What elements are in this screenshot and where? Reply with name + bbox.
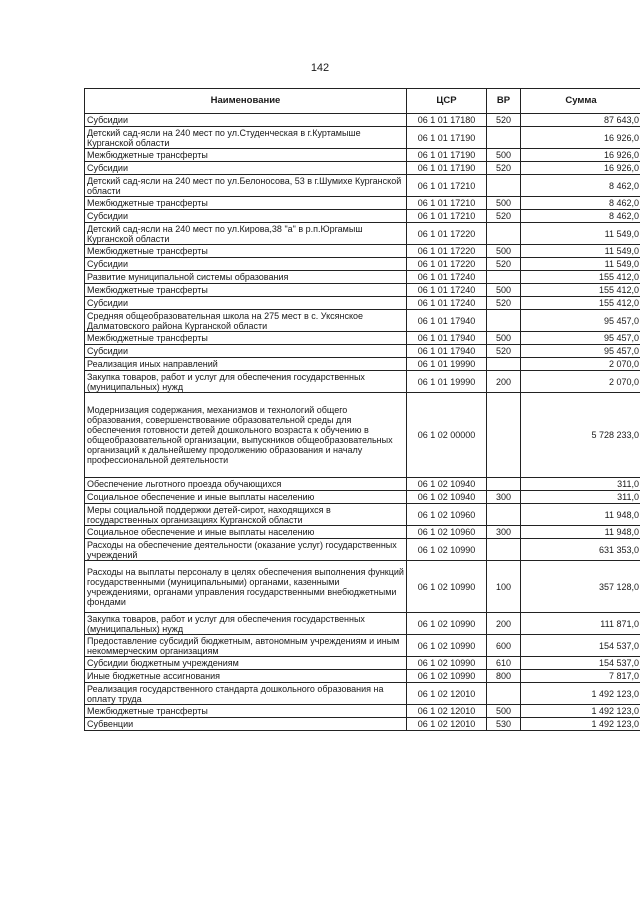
cell-vr: 520 — [487, 297, 521, 310]
cell-sum: 8 462,0 — [521, 175, 640, 197]
cell-name: Закупка товаров, работ и услуг для обеспечения государственных (муниципальных) нужд — [85, 613, 407, 635]
cell-vr — [487, 223, 521, 245]
cell-sum: 11 549,0 — [521, 223, 640, 245]
cell-csr: 06 1 01 17220 — [407, 223, 487, 245]
cell-vr — [487, 271, 521, 284]
cell-name: Закупка товаров, работ и услуг для обеспечения государственных (муниципальных) нужд — [85, 371, 407, 393]
table-row — [85, 258, 640, 271]
cell-name: Социальное обеспечение и иные выплаты населению — [85, 526, 407, 539]
cell-sum: 154 537,0 — [521, 635, 640, 657]
cell-sum: 16 926,0 — [521, 127, 640, 149]
cell-name: Межбюджетные трансферты — [85, 284, 407, 297]
cell-vr: 500 — [487, 245, 521, 258]
cell-name: Меры социальной поддержки детей-сирот, находящихся в государственных организациях Курганской области — [85, 504, 407, 526]
cell-name: Субсидии — [85, 297, 407, 310]
cell-name: Субсидии бюджетным учреждениям — [85, 657, 407, 670]
table-row — [85, 539, 640, 561]
cell-csr: 06 1 02 10990 — [407, 670, 487, 683]
cell-name: Обеспечение льготного проезда обучающихся — [85, 478, 407, 491]
cell-name: Межбюджетные трансферты — [85, 245, 407, 258]
table-row — [85, 393, 640, 478]
cell-csr: 06 1 02 10990 — [407, 635, 487, 657]
cell-sum: 95 457,0 — [521, 345, 640, 358]
cell-csr: 06 1 02 12010 — [407, 683, 487, 705]
cell-sum: 155 412,0 — [521, 284, 640, 297]
cell-csr: 06 1 01 17210 — [407, 197, 487, 210]
cell-csr: 06 1 01 17210 — [407, 175, 487, 197]
cell-vr: 500 — [487, 332, 521, 345]
table-row — [85, 657, 640, 670]
cell-sum: 2 070,0 — [521, 371, 640, 393]
cell-csr: 06 1 02 00000 — [407, 393, 487, 478]
cell-vr — [487, 310, 521, 332]
table-header-row — [85, 89, 640, 114]
table-row — [85, 245, 640, 258]
cell-sum: 95 457,0 — [521, 332, 640, 345]
cell-csr: 06 1 01 19990 — [407, 358, 487, 371]
table-row — [85, 371, 640, 393]
cell-name: Субсидии — [85, 210, 407, 223]
table-row — [85, 526, 640, 539]
cell-sum: 154 537,0 — [521, 657, 640, 670]
table-row — [85, 332, 640, 345]
table-row — [85, 504, 640, 526]
cell-csr: 06 1 01 19990 — [407, 371, 487, 393]
cell-vr: 300 — [487, 526, 521, 539]
cell-name: Детский сад-ясли на 240 мест по ул.Белоносова, 53 в г.Шумихе Курганской области — [85, 175, 407, 197]
cell-name: Субсидии — [85, 162, 407, 175]
cell-vr: 520 — [487, 162, 521, 175]
cell-vr — [487, 504, 521, 526]
table-row — [85, 223, 640, 245]
cell-name: Межбюджетные трансферты — [85, 705, 407, 718]
cell-vr — [487, 175, 521, 197]
cell-sum: 11 948,0 — [521, 526, 640, 539]
cell-vr — [487, 127, 521, 149]
column-header-vr: ВР — [487, 89, 521, 114]
cell-sum: 87 643,0 — [521, 114, 640, 127]
table-row — [85, 491, 640, 504]
cell-csr: 06 1 02 10960 — [407, 526, 487, 539]
table-row — [85, 114, 640, 127]
cell-csr: 06 1 02 10990 — [407, 613, 487, 635]
cell-sum: 11 549,0 — [521, 258, 640, 271]
cell-name: Иные бюджетные ассигнования — [85, 670, 407, 683]
cell-csr: 06 1 01 17190 — [407, 162, 487, 175]
cell-sum: 16 926,0 — [521, 149, 640, 162]
table-row — [85, 271, 640, 284]
cell-name: Субсидии — [85, 258, 407, 271]
cell-csr: 06 1 01 17240 — [407, 297, 487, 310]
cell-vr: 500 — [487, 705, 521, 718]
cell-sum: 357 128,0 — [521, 561, 640, 613]
cell-vr: 600 — [487, 635, 521, 657]
cell-sum: 95 457,0 — [521, 310, 640, 332]
cell-sum: 155 412,0 — [521, 297, 640, 310]
cell-csr: 06 1 01 17190 — [407, 149, 487, 162]
cell-sum: 8 462,0 — [521, 197, 640, 210]
cell-vr — [487, 683, 521, 705]
cell-name: Расходы на обеспечение деятельности (оказание услуг) государственных учреждений — [85, 539, 407, 561]
cell-sum: 11 549,0 — [521, 245, 640, 258]
cell-sum: 111 871,0 — [521, 613, 640, 635]
cell-vr — [487, 358, 521, 371]
table-row — [85, 127, 640, 149]
cell-vr: 200 — [487, 613, 521, 635]
cell-name: Социальное обеспечение и иные выплаты населению — [85, 491, 407, 504]
cell-csr: 06 1 01 17240 — [407, 284, 487, 297]
cell-csr: 06 1 01 17940 — [407, 345, 487, 358]
cell-sum: 16 926,0 — [521, 162, 640, 175]
cell-csr: 06 1 01 17240 — [407, 271, 487, 284]
table-row — [85, 297, 640, 310]
table-row — [85, 284, 640, 297]
page-number: 142 — [310, 62, 330, 74]
column-header-name: Наименование — [85, 89, 407, 114]
cell-csr: 06 1 02 10960 — [407, 504, 487, 526]
cell-vr: 200 — [487, 371, 521, 393]
table-body — [85, 114, 640, 731]
cell-csr: 06 1 02 12010 — [407, 718, 487, 731]
table-row — [85, 358, 640, 371]
table-row — [85, 718, 640, 731]
cell-sum: 1 492 123,0 — [521, 718, 640, 731]
table-row — [85, 670, 640, 683]
cell-name: Субсидии — [85, 345, 407, 358]
cell-name: Развитие муниципальной системы образования — [85, 271, 407, 284]
cell-sum: 8 462,0 — [521, 210, 640, 223]
cell-vr: 500 — [487, 284, 521, 297]
cell-name: Межбюджетные трансферты — [85, 332, 407, 345]
cell-sum: 155 412,0 — [521, 271, 640, 284]
cell-sum: 311,0 — [521, 478, 640, 491]
cell-sum: 1 492 123,0 — [521, 683, 640, 705]
cell-vr — [487, 478, 521, 491]
cell-sum: 631 353,0 — [521, 539, 640, 561]
table-row — [85, 705, 640, 718]
cell-name: Детский сад-ясли на 240 мест по ул.Кирова,38 "а" в р.п.Юргамыш Курганской области — [85, 223, 407, 245]
cell-vr: 530 — [487, 718, 521, 731]
cell-csr: 06 1 02 10940 — [407, 478, 487, 491]
cell-vr: 500 — [487, 197, 521, 210]
table-row — [85, 162, 640, 175]
cell-sum: 5 728 233,0 — [521, 393, 640, 478]
cell-name: Расходы на выплаты персоналу в целях обеспечения выполнения функций государственными (муниципальными) органами, казенными учреждениями, органами управления государственными внебюджетными фондами — [85, 561, 407, 613]
cell-name: Детский сад-ясли на 240 мест по ул.Студенческая в г.Куртамыше Курганской области — [85, 127, 407, 149]
cell-name: Субсидии — [85, 114, 407, 127]
table-row — [85, 561, 640, 613]
cell-vr: 100 — [487, 561, 521, 613]
cell-csr: 06 1 01 17940 — [407, 310, 487, 332]
cell-sum: 2 070,0 — [521, 358, 640, 371]
cell-csr: 06 1 02 12010 — [407, 705, 487, 718]
cell-csr: 06 1 01 17180 — [407, 114, 487, 127]
cell-csr: 06 1 02 10940 — [407, 491, 487, 504]
cell-name: Реализация государственного стандарта дошкольного образования на оплату труда — [85, 683, 407, 705]
cell-name: Предоставление субсидий бюджетным, автономным учреждениям и иным некоммерческим организациям — [85, 635, 407, 657]
table-row — [85, 683, 640, 705]
cell-name: Субвенции — [85, 718, 407, 731]
cell-csr: 06 1 01 17940 — [407, 332, 487, 345]
cell-sum: 1 492 123,0 — [521, 705, 640, 718]
cell-vr — [487, 539, 521, 561]
cell-name: Межбюджетные трансферты — [85, 149, 407, 162]
table-row — [85, 210, 640, 223]
cell-vr: 520 — [487, 258, 521, 271]
cell-name: Средняя общеобразовательная школа на 275 мест в с. Уксянское Далматовского района Курганской области — [85, 310, 407, 332]
cell-vr: 520 — [487, 114, 521, 127]
column-header-sum: Сумма — [521, 89, 640, 114]
cell-vr: 610 — [487, 657, 521, 670]
cell-csr: 06 1 02 10990 — [407, 561, 487, 613]
cell-csr: 06 1 01 17210 — [407, 210, 487, 223]
table-row — [85, 345, 640, 358]
table-row — [85, 197, 640, 210]
table-row — [85, 478, 640, 491]
cell-csr: 06 1 01 17190 — [407, 127, 487, 149]
cell-sum: 11 948,0 — [521, 504, 640, 526]
cell-name: Реализация иных направлений — [85, 358, 407, 371]
cell-csr: 06 1 01 17220 — [407, 258, 487, 271]
budget-table — [84, 88, 640, 731]
column-header-csr: ЦСР — [407, 89, 487, 114]
cell-name: Межбюджетные трансферты — [85, 197, 407, 210]
table-row — [85, 635, 640, 657]
cell-vr — [487, 393, 521, 478]
cell-vr: 520 — [487, 210, 521, 223]
cell-vr: 300 — [487, 491, 521, 504]
cell-vr: 800 — [487, 670, 521, 683]
cell-sum: 311,0 — [521, 491, 640, 504]
table-row — [85, 149, 640, 162]
cell-csr: 06 1 02 10990 — [407, 657, 487, 670]
cell-name: Модернизация содержания, механизмов и технологий общего образования, совершенствование образовательной среды для обеспечения готовности детей дошкольного возраста к обучению в общеобразовательной организации, выпускников общеобразовательных организаций к дальнейшему продолжению образования и началу профессиональной деятельности — [85, 393, 407, 478]
cell-csr: 06 1 02 10990 — [407, 539, 487, 561]
cell-sum: 7 817,0 — [521, 670, 640, 683]
table-row — [85, 613, 640, 635]
cell-vr: 500 — [487, 149, 521, 162]
cell-csr: 06 1 01 17220 — [407, 245, 487, 258]
cell-vr: 520 — [487, 345, 521, 358]
table-row — [85, 175, 640, 197]
table-row — [85, 310, 640, 332]
